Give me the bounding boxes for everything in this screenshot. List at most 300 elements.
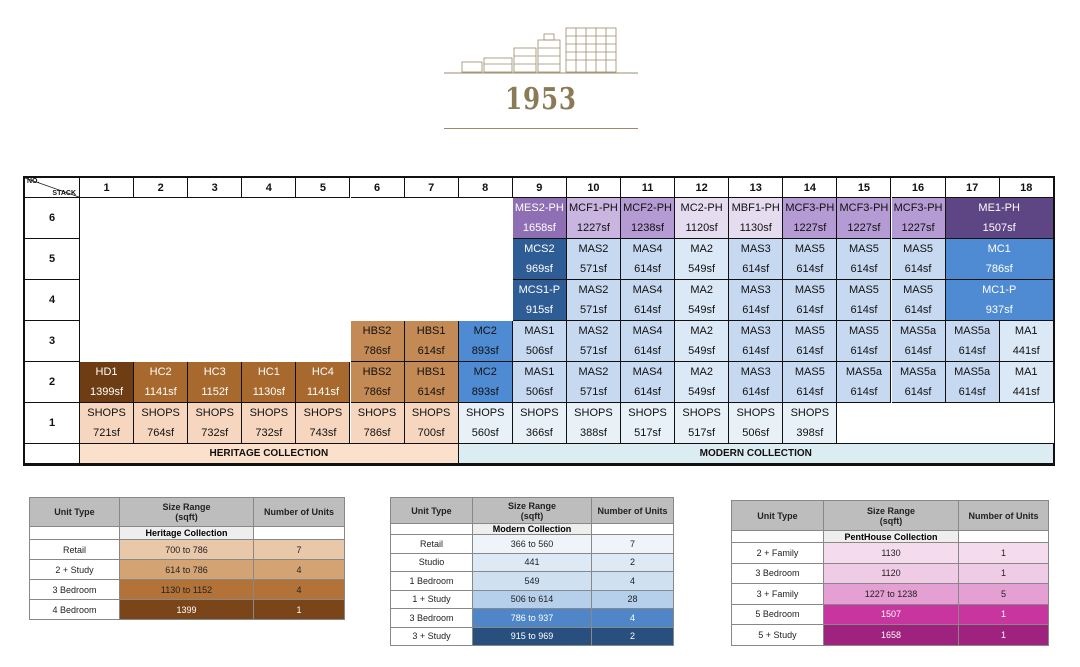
legend-row [732, 584, 1049, 605]
unit-size: 614sf [796, 304, 824, 316]
legend-unit-count: 4 [592, 609, 674, 628]
unit-size: 614sf [417, 386, 445, 398]
unit-cell[interactable] [783, 198, 837, 239]
unit-size: 700sf [417, 427, 445, 439]
legend-unit-type: 3 Bedroom [30, 580, 120, 600]
legend-size-range: 1130 [823, 543, 958, 564]
unit-cell[interactable] [783, 321, 837, 362]
legend-unit-type: 5 + Study [732, 625, 824, 646]
unit-code: MAS1 [524, 325, 555, 337]
unit-cell[interactable] [513, 362, 567, 403]
unit-size: 614sf [958, 345, 986, 357]
legend-row [391, 590, 674, 609]
legend-row [30, 560, 345, 580]
modern-collection-label: MODERN COLLECTION [459, 444, 1054, 464]
unit-code: MAS3 [740, 325, 771, 337]
floor-label-4: 4 [25, 280, 80, 321]
unit-cell[interactable] [513, 321, 567, 362]
legend-size-range: 366 to 560 [472, 535, 591, 554]
unit-code: HC1 [257, 366, 280, 378]
legend-row [391, 627, 674, 646]
unit-code: MA2 [690, 243, 713, 255]
unit-cell[interactable] [513, 239, 567, 280]
unit-size: 969sf [525, 263, 553, 275]
unit-cell[interactable] [513, 198, 567, 239]
unit-cell[interactable] [675, 280, 729, 321]
legend-size-range: 506 to 614 [472, 590, 591, 609]
unit-cell[interactable] [621, 362, 675, 403]
unit-size: 614sf [958, 386, 986, 398]
unit-code: SHOPS [357, 407, 397, 419]
corner-no-label: NO. [27, 178, 40, 185]
unit-size: 398sf [796, 427, 824, 439]
unit-size: 517sf [688, 427, 716, 439]
legend-size-range: 614 to 786 [119, 560, 253, 580]
legend-unit-count: 4 [254, 580, 345, 600]
unit-cell[interactable] [837, 280, 891, 321]
unit-code: SHOPS [411, 407, 451, 419]
unit-size: 614sf [742, 386, 770, 398]
unit-size: 786sf [985, 263, 1013, 275]
unit-code: SHOPS [303, 407, 343, 419]
unit-size: 506sf [525, 386, 553, 398]
stack-header-1: 1 [80, 178, 134, 198]
stack-header-13: 13 [729, 178, 783, 198]
unit-size: 786sf [363, 427, 391, 439]
unit-code: MA2 [690, 284, 713, 296]
unit-size: 614sf [850, 304, 878, 316]
unit-cell[interactable] [729, 362, 783, 403]
legend-unit-type: Studio [391, 553, 473, 572]
unit-cell[interactable] [242, 403, 296, 444]
unit-code: MC2 [473, 325, 497, 337]
unit-cell[interactable] [837, 321, 891, 362]
legend-row [732, 625, 1049, 646]
unit-cell[interactable] [621, 321, 675, 362]
unit-cell[interactable] [188, 362, 242, 403]
legend-unit-count: 4 [254, 560, 345, 580]
unit-cell[interactable] [405, 403, 459, 444]
unit-type-header: Unit Type [391, 498, 473, 524]
unit-code: MC1 [987, 243, 1011, 255]
unit-cell[interactable] [892, 280, 946, 321]
unit-size: 893sf [471, 386, 499, 398]
unit-size: 549sf [688, 386, 716, 398]
unit-code: MAS5a [954, 325, 991, 337]
floor-label-2: 2 [25, 362, 80, 403]
unit-cell[interactable] [729, 403, 783, 444]
unit-cell[interactable] [621, 280, 675, 321]
legend-row [391, 572, 674, 591]
legend-unit-count: 5 [959, 584, 1049, 605]
unit-cell[interactable] [675, 198, 729, 239]
unit-cell[interactable] [513, 280, 567, 321]
unit-code: SHOPS [682, 407, 721, 419]
unit-size: 614sf [850, 345, 878, 357]
unit-code: HBS2 [362, 325, 392, 337]
unit-code: SHOPS [465, 407, 505, 419]
unit-code: HC4 [311, 366, 334, 378]
unit-code: MAS5 [903, 243, 934, 255]
unit-code: SHOPS [195, 407, 234, 419]
stack-header-8: 8 [459, 178, 513, 198]
legend-unit-count: 7 [254, 540, 345, 560]
stack-header-6: 6 [351, 178, 405, 198]
unit-cell[interactable] [459, 403, 513, 444]
unit-size: 614sf [796, 386, 824, 398]
unit-code: SHOPS [790, 407, 830, 419]
legend-row [391, 609, 674, 628]
legend-unit-type: 1 + Study [391, 590, 473, 609]
unit-cell[interactable] [567, 198, 621, 239]
unit-cell[interactable] [946, 280, 1054, 321]
unit-cell[interactable] [134, 403, 188, 444]
unit-cell[interactable] [729, 198, 783, 239]
legend-subtitle-spacer [592, 524, 674, 535]
unit-code: MAS5 [903, 284, 934, 296]
unit-code: HC2 [149, 366, 172, 378]
stack-header-17: 17 [946, 178, 1000, 198]
unit-size: 614sf [634, 386, 661, 398]
unit-size: 614sf [742, 304, 770, 316]
unit-code: HD1 [95, 366, 118, 378]
unit-code: MC1-P [982, 284, 1017, 296]
unit-cell[interactable] [675, 239, 729, 280]
unit-size: 1141sf [144, 386, 177, 398]
unit-cell[interactable] [513, 403, 567, 444]
unit-cell[interactable] [783, 239, 837, 280]
stack-header-10: 10 [567, 178, 621, 198]
stack-header-4: 4 [242, 178, 296, 198]
unit-code: MA1 [1014, 325, 1038, 337]
logo-divider [444, 128, 638, 129]
footer-spacer [25, 444, 80, 464]
unit-size: 614sf [634, 263, 661, 275]
unit-cell[interactable] [946, 239, 1054, 280]
legend-size-range: 786 to 937 [472, 609, 591, 628]
unit-size: 549sf [688, 345, 716, 357]
unit-cell[interactable] [783, 280, 837, 321]
unit-cell[interactable] [188, 403, 242, 444]
stack-header-18: 18 [1000, 178, 1054, 198]
unit-cell[interactable] [80, 362, 134, 403]
unit-cell[interactable] [675, 403, 729, 444]
unit-code: MAS4 [632, 325, 663, 337]
unit-cell[interactable] [405, 362, 459, 403]
unit-cell[interactable] [567, 280, 621, 321]
unit-cell[interactable] [892, 321, 946, 362]
unit-size: 786sf [363, 386, 391, 398]
unit-cell[interactable] [296, 403, 350, 444]
unit-size: 721sf [93, 427, 120, 439]
heritage-collection-label: HERITAGE COLLECTION [80, 444, 459, 464]
legend-row [732, 543, 1049, 564]
unit-code: SHOPS [141, 407, 180, 419]
unit-cell[interactable] [80, 403, 134, 444]
unit-size: 571sf [579, 345, 607, 357]
unit-size: 1130sf [252, 386, 285, 398]
skyline-logo-icon [444, 26, 638, 76]
unit-cell[interactable] [351, 403, 405, 444]
unit-cell[interactable] [946, 362, 1000, 403]
legend-unit-count: 1 [959, 543, 1049, 564]
unit-size: 1152f [201, 386, 229, 398]
unit-size: 743sf [309, 427, 337, 439]
unit-size: 1658sf [522, 222, 556, 234]
unit-code: MCF3-PH [893, 202, 943, 214]
legend-row [391, 553, 674, 572]
unit-size: 614sf [796, 263, 824, 275]
unit-size: 1399sf [90, 386, 124, 398]
unit-cell[interactable] [1000, 362, 1054, 403]
unit-code: ME1-PH [978, 202, 1020, 214]
unit-cell[interactable] [242, 362, 296, 403]
unit-code: SHOPS [87, 407, 126, 419]
legend-size-range: 441 [472, 553, 591, 572]
unit-code: MCF2-PH [623, 202, 672, 214]
legend-unit-count: 1 [959, 563, 1049, 584]
unit-cell[interactable] [729, 239, 783, 280]
unit-code: HBS1 [416, 366, 446, 378]
unit-code: MAS5a [900, 366, 937, 378]
unit-code: MAS4 [632, 366, 663, 378]
unit-size: 614sf [904, 386, 932, 398]
unit-cell[interactable] [351, 321, 405, 362]
stacking-plan-grid [23, 176, 1055, 466]
unit-cell[interactable] [134, 362, 188, 403]
unit-cell[interactable] [729, 280, 783, 321]
unit-cell[interactable] [621, 403, 675, 444]
legend-row [732, 563, 1049, 584]
unit-size: 614sf [634, 345, 661, 357]
unit-code: MAS2 [578, 366, 609, 378]
unit-cell[interactable] [837, 362, 891, 403]
unit-cell[interactable] [567, 403, 621, 444]
unit-size: 1227sf [901, 222, 935, 234]
unit-size: 893sf [471, 345, 499, 357]
unit-code: MAS4 [632, 284, 663, 296]
unit-code: MAS5 [848, 325, 879, 337]
legend-unit-type: 3 + Family [732, 584, 824, 605]
unit-cell[interactable] [675, 362, 729, 403]
stack-header-12: 12 [675, 178, 729, 198]
unit-code: MAS1 [524, 366, 555, 378]
unit-size: 614sf [850, 263, 878, 275]
unit-cell[interactable] [296, 362, 350, 403]
stack-header-3: 3 [188, 178, 242, 198]
unit-code: SHOPS [249, 407, 289, 419]
unit-cell[interactable] [946, 321, 1000, 362]
unit-code: MAS5 [794, 366, 825, 378]
unit-size: 614sf [796, 345, 824, 357]
legend-subtitle-spacer [254, 527, 345, 540]
stack-header-2: 2 [134, 178, 188, 198]
modern-legend-table [390, 497, 674, 646]
size-range-header: Size Range (sqft) [823, 501, 958, 531]
unit-cell[interactable] [729, 321, 783, 362]
legend-unit-count: 28 [592, 590, 674, 609]
legend-size-range: 1507 [823, 604, 958, 625]
unit-code: HC3 [203, 366, 226, 378]
legend-unit-type: 5 Bedroom [732, 604, 824, 625]
unit-size: 614sf [904, 345, 932, 357]
project-logo [444, 26, 638, 130]
stack-header-15: 15 [837, 178, 891, 198]
unit-size: 441sf [1012, 345, 1040, 357]
unit-code: MC2 [473, 366, 497, 378]
stack-header-7: 7 [405, 178, 459, 198]
unit-cell[interactable] [459, 362, 513, 403]
floor-label-6: 6 [25, 198, 80, 239]
unit-cell[interactable] [675, 321, 729, 362]
size-range-header: Size Range (sqft) [472, 498, 591, 524]
unit-cell[interactable] [567, 239, 621, 280]
unit-size: 614sf [904, 304, 932, 316]
unit-code: MC2-PH [680, 202, 723, 214]
legend-size-range: 1399 [119, 600, 253, 620]
legend-unit-count: 1 [254, 600, 345, 620]
legend-subtitle-spacer [959, 531, 1049, 543]
unit-size: 614sf [904, 263, 932, 275]
unit-cell[interactable] [892, 198, 946, 239]
legend-unit-type: Retail [391, 535, 473, 554]
unit-code: MBF1-PH [731, 202, 780, 214]
unit-size: 732sf [255, 427, 283, 439]
unit-cell[interactable] [892, 362, 946, 403]
unit-code: MCS2 [524, 243, 555, 255]
legend-size-range: 915 to 969 [472, 627, 591, 646]
unit-size: 1238sf [631, 222, 665, 234]
unit-code: MA2 [690, 325, 713, 337]
legend-size-range: 1120 [823, 563, 958, 584]
unit-size: 915sf [525, 304, 553, 316]
unit-cell[interactable] [783, 403, 837, 444]
legend-row [30, 540, 345, 560]
unit-code: MA1 [1014, 366, 1038, 378]
unit-code: MAS5 [848, 284, 879, 296]
stack-header-14: 14 [783, 178, 837, 198]
legend-unit-type: 1 Bedroom [391, 572, 473, 591]
legend-unit-count: 2 [592, 627, 674, 646]
unit-code: MA2 [690, 366, 713, 378]
unit-cell[interactable] [783, 362, 837, 403]
unit-code: HBS1 [416, 325, 446, 337]
unit-size: 506sf [742, 427, 770, 439]
unit-code: MAS5a [954, 366, 991, 378]
unit-size: 732sf [201, 427, 229, 439]
unit-code: MES2-PH [514, 202, 564, 214]
unit-size: 937sf [985, 304, 1013, 316]
stack-header-9: 9 [513, 178, 567, 198]
legend-row [391, 535, 674, 554]
unit-size: 1141sf [306, 386, 340, 398]
legend-row [732, 604, 1049, 625]
legend-subtitle-spacer [30, 527, 120, 540]
legend-unit-type: 3 Bedroom [732, 563, 824, 584]
unit-code: MAS2 [578, 325, 609, 337]
legend-unit-count: 7 [592, 535, 674, 554]
unit-cell[interactable] [621, 239, 675, 280]
unit-cell[interactable] [459, 321, 513, 362]
unit-code: MAS5 [794, 284, 825, 296]
unit-code: MCS1-P [518, 284, 561, 296]
unit-code: MAS5 [794, 325, 825, 337]
unit-cell[interactable] [837, 239, 891, 280]
unit-size: 614sf [850, 386, 878, 398]
unit-type-header: Unit Type [732, 501, 824, 531]
size-range-header: Size Range (sqft) [119, 498, 253, 527]
number-of-units-header: Number of Units [254, 498, 345, 527]
legend-unit-type: 2 + Family [732, 543, 824, 564]
unit-cell[interactable] [946, 198, 1054, 239]
unit-size: 614sf [742, 263, 770, 275]
corner-stack-label: STACK [52, 190, 76, 197]
unit-size: 1227sf [847, 222, 881, 234]
legend-unit-type: Retail [30, 540, 120, 560]
penthouse-legend-table [731, 500, 1049, 646]
unit-cell[interactable] [621, 198, 675, 239]
legend-subtitle: Heritage Collection [119, 527, 253, 540]
unit-code: MAS5 [794, 243, 825, 255]
unit-cell[interactable] [405, 321, 459, 362]
legend-size-range: 1658 [823, 625, 958, 646]
floor-label-1: 1 [25, 403, 80, 444]
unit-size: 549sf [688, 304, 716, 316]
unit-code: SHOPS [628, 407, 667, 419]
legend-subtitle: PentHouse Collection [823, 531, 958, 543]
legend-subtitle: Modern Collection [472, 524, 591, 535]
unit-size: 1227sf [576, 222, 610, 234]
unit-code: MAS5a [900, 325, 937, 337]
unit-size: 571sf [579, 304, 607, 316]
unit-size: 549sf [688, 263, 716, 275]
unit-size: 506sf [525, 345, 553, 357]
legend-unit-type: 3 Bedroom [391, 609, 473, 628]
unit-size: 614sf [417, 345, 445, 357]
legend-row [30, 580, 345, 600]
unit-size: 1227sf [793, 222, 827, 234]
legend-unit-count: 1 [959, 604, 1049, 625]
legend-row [30, 600, 345, 620]
legend-size-range: 1130 to 1152 [119, 580, 253, 600]
unit-cell[interactable] [567, 362, 621, 403]
stack-header-5: 5 [296, 178, 350, 198]
legend-subtitle-spacer [391, 524, 473, 535]
unit-size: 786sf [363, 345, 391, 357]
number-of-units-header: Number of Units [592, 498, 674, 524]
unit-cell[interactable] [351, 362, 405, 403]
unit-size: 517sf [634, 427, 661, 439]
unit-size: 560sf [471, 427, 499, 439]
unit-cell[interactable] [837, 198, 891, 239]
unit-code: MAS5 [848, 243, 879, 255]
unit-cell[interactable] [1000, 321, 1054, 362]
unit-cell[interactable] [567, 321, 621, 362]
number-of-units-header: Number of Units [959, 501, 1049, 531]
legend-size-range: 549 [472, 572, 591, 591]
unit-size: 1130sf [739, 222, 772, 234]
unit-code: MCF3-PH [839, 202, 889, 214]
unit-code: MAS2 [578, 284, 609, 296]
legend-unit-type: 4 Bedroom [30, 600, 120, 620]
unit-type-header: Unit Type [30, 498, 120, 527]
unit-cell[interactable] [892, 239, 946, 280]
unit-size: 614sf [742, 345, 770, 357]
stack-header-16: 16 [892, 178, 946, 198]
unit-size: 441sf [1012, 386, 1040, 398]
legend-unit-count: 2 [592, 553, 674, 572]
unit-size: 764sf [147, 427, 175, 439]
